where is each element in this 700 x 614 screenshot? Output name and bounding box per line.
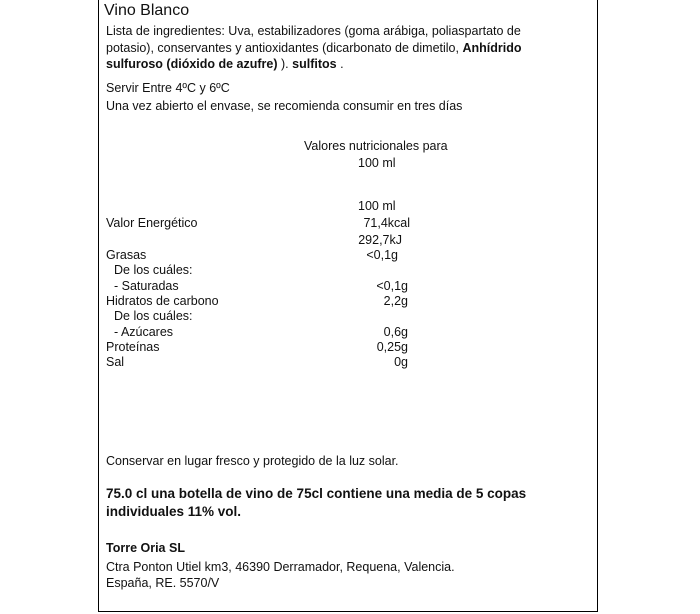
nutrition-value-salt: 0g — [394, 355, 408, 369]
ingredients-text-end: . — [336, 57, 344, 71]
nutrition-value-fat: <0,1g — [366, 248, 398, 262]
product-title: Vino Blanco — [104, 2, 190, 19]
conservation-note: Conservar en lugar fresco y protegido de la luz solar. — [106, 454, 399, 468]
volume-info-line2: individuales 11% vol. — [106, 504, 242, 519]
ingredients-text-middle: ). — [277, 57, 293, 71]
nutrition-label-of-which-2: De los cuáles: — [114, 309, 193, 323]
nutrition-value-saturates: <0,1g — [376, 279, 408, 293]
nutrition-header-unit: 100 ml — [358, 156, 396, 170]
allergen-sulfites: sulfitos — [292, 57, 337, 71]
after-opening-note: Una vez abierto el envase, se recomienda consumir en tres días — [106, 99, 463, 113]
nutrition-label-sugars: - Azúcares — [114, 325, 174, 339]
nutrition-label-fat: Grasas — [106, 248, 147, 262]
nutrition-label-carbohydrates: Hidratos de carbono — [106, 294, 219, 308]
nutrition-value-energy-kcal: 71,4kcal — [363, 216, 410, 230]
volume-info-line1: 75.0 cl una botella de vino de 75cl contiene una media de 5 copas — [106, 486, 527, 501]
nutrition-label-salt: Sal — [106, 355, 125, 369]
nutrition-column-header: 100 ml — [358, 199, 396, 213]
serving-temperature: Servir Entre 4ºC y 6ºC — [106, 81, 230, 95]
nutrition-label-of-which: De los cuáles: — [114, 263, 193, 277]
nutrition-header: Valores nutricionales para — [304, 139, 448, 153]
company-name: Torre Oria SL — [106, 541, 185, 555]
nutrition-label-saturates: - Saturadas — [114, 279, 179, 293]
nutrition-label-protein: Proteínas — [106, 340, 160, 354]
ingredients-text: Lista de ingredientes: Uva, estabilizadores (goma arábiga, poliaspartato de potasio), conservantes y antioxidantes (dicarbonato de dimetilo, — [106, 24, 521, 55]
ingredients-list — [106, 23, 536, 73]
allergen-sulfur-dioxide: Anhídrido sulfuroso (dióxido de azufre) — [106, 40, 522, 71]
company-address-line2: España, RE. 5570/V — [106, 576, 220, 590]
company-address-line1: Ctra Ponton Utiel km3, 46390 Derramador, Requena, Valencia. — [106, 560, 455, 574]
nutrition-value-carbohydrates: 2,2g — [383, 294, 408, 308]
nutrition-value-sugars: 0,6g — [383, 325, 408, 339]
nutrition-value-protein: 0,25g — [376, 340, 408, 354]
nutrition-value-energy-kj: 292,7kJ — [358, 233, 402, 247]
nutrition-label-energy: Valor Energético — [106, 216, 198, 230]
